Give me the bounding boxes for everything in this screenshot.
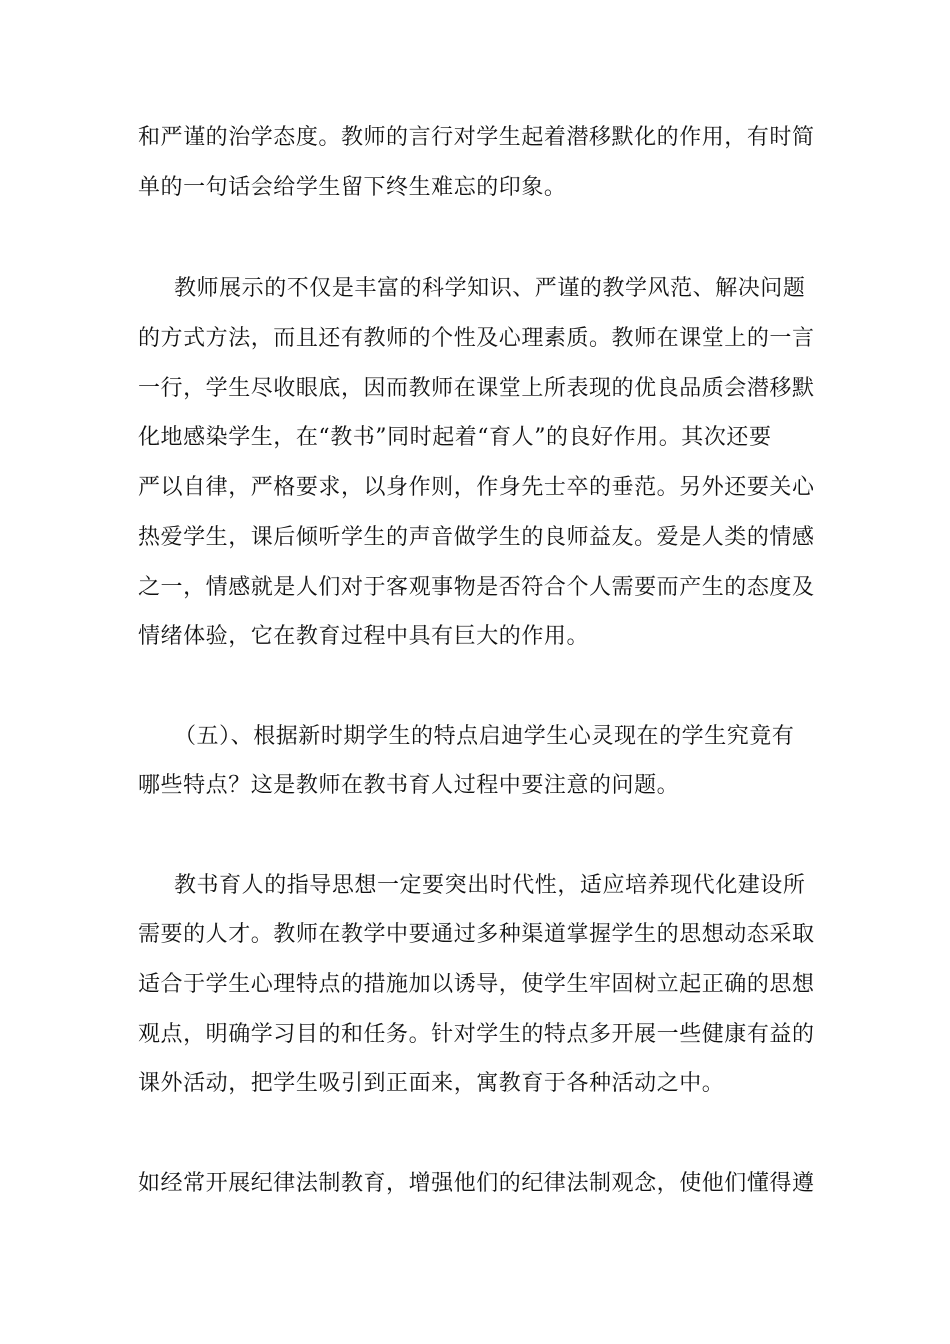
text-line: 适合于学生心理特点的措施加以诱导，使学生牢固树立起正确的思想 bbox=[138, 972, 815, 997]
text-line: 一行，学生尽收眼底，因而教师在课堂上所表现的优良品质会潜移默 bbox=[138, 376, 815, 401]
text-line: 课外活动，把学生吸引到正面来，寓教育于各种活动之中。 bbox=[138, 1071, 725, 1096]
text-line: 的方式方法，而且还有教师的个性及心理素质。教师在课堂上的一言 bbox=[138, 326, 815, 351]
text-line: 观点，明确学习目的和任务。针对学生的特点多开展一些健康有益的 bbox=[138, 1022, 815, 1047]
text-line: （五）、根据新时期学生的特点启迪学生心灵现在的学生究竟有 bbox=[174, 724, 795, 749]
text-line: 严以自律，严格要求，以身作则，作身先士卒的垂范。另外还要关心 bbox=[138, 475, 815, 500]
text-line: 哪些特点？这是教师在教书育人过程中要注意的问题。 bbox=[138, 773, 680, 798]
text-line: 热爱学生，课后倾听学生的声音做学生的良师益友。爱是人类的情感 bbox=[138, 525, 815, 550]
text-line: 单的一句话会给学生留下终生难忘的印象。 bbox=[138, 175, 567, 200]
text-line: 如经常开展纪律法制教育，增强他们的纪律法制观念，使他们懂得遵 bbox=[138, 1171, 815, 1196]
text-line: 化地感染学生，在“教书”同时起着“育人”的良好作用。其次还要 bbox=[138, 425, 772, 450]
text-line: 教师展示的不仅是丰富的科学知识、严谨的教学风范、解决问题 bbox=[174, 276, 806, 301]
text-line: 教书育人的指导思想一定要突出时代性，适应培养现代化建设所 bbox=[174, 873, 806, 898]
text-line: 需要的人才。教师在教学中要通过多种渠道掌握学生的思想动态采取 bbox=[138, 922, 815, 947]
text-line: 和严谨的治学态度。教师的言行对学生起着潜移默化的作用，有时简 bbox=[138, 125, 815, 150]
text-line: 之一，情感就是人们对于客观事物是否符合个人需要而产生的态度及 bbox=[138, 575, 815, 600]
text-line: 情绪体验，它在教育过程中具有巨大的作用。 bbox=[138, 624, 590, 649]
